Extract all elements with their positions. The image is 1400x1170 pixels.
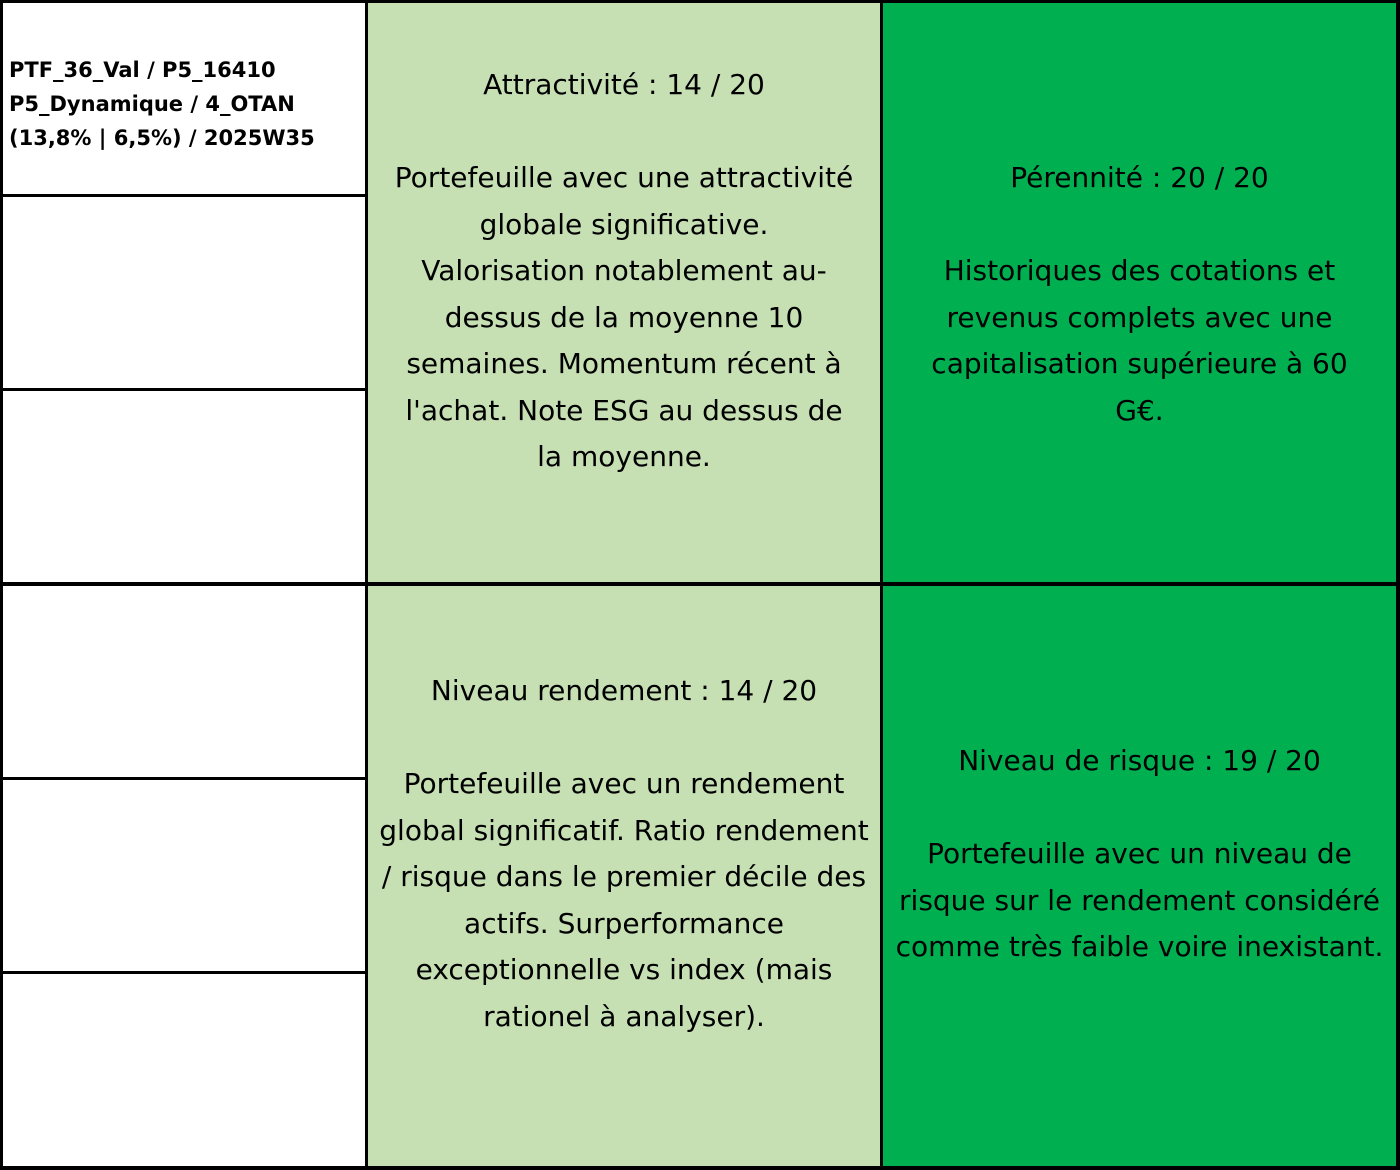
risque-title: Niveau de risque : 19 / 20 bbox=[958, 744, 1321, 777]
header-cell bbox=[2, 2, 366, 195]
header-line-1: PTF_36_Val / P5_16410 bbox=[9, 58, 276, 82]
empty-cell bbox=[2, 196, 366, 389]
attractivite-description: Portefeuille avec une attractivité globale significative. Valorisation notablement au-dessus de la moyenne 10 semaines. Momentum récent à l'achat. Note ESG au dessus de la moyenne. bbox=[394, 161, 854, 473]
empty-cell bbox=[2, 585, 366, 778]
perennite-cell bbox=[882, 2, 1397, 583]
empty-cell bbox=[2, 779, 366, 972]
rendement-title: Niveau rendement : 14 / 20 bbox=[430, 674, 818, 707]
risque-cell bbox=[882, 585, 1397, 1167]
attractivite-cell bbox=[367, 2, 881, 583]
header-line-2: P5_Dynamique / 4_OTAN bbox=[9, 92, 295, 116]
rendement-cell bbox=[367, 585, 881, 1167]
empty-cell bbox=[2, 390, 366, 583]
header-line-3: (13,8% | 6,5%) / 2025W35 bbox=[9, 126, 315, 150]
empty-cell bbox=[2, 973, 366, 1167]
perennite-title: Pérennité : 20 / 20 bbox=[1010, 161, 1269, 194]
portfolio-header bbox=[9, 53, 315, 155]
rendement-description: Portefeuille avec un rendement global significatif. Ratio rendement / risque dans le premier décile des actifs. Surperformance exceptionnelle vs index (mais rationel à analyser). bbox=[379, 767, 869, 1033]
risque-description: Portefeuille avec un niveau de risque sur le rendement considéré comme très faible voire inexistant. bbox=[895, 837, 1384, 963]
perennite-description: Historiques des cotations et revenus complets avec une capitalisation supérieure à 60 G€. bbox=[931, 254, 1348, 427]
attractivite-title: Attractivité : 14 / 20 bbox=[483, 68, 765, 101]
